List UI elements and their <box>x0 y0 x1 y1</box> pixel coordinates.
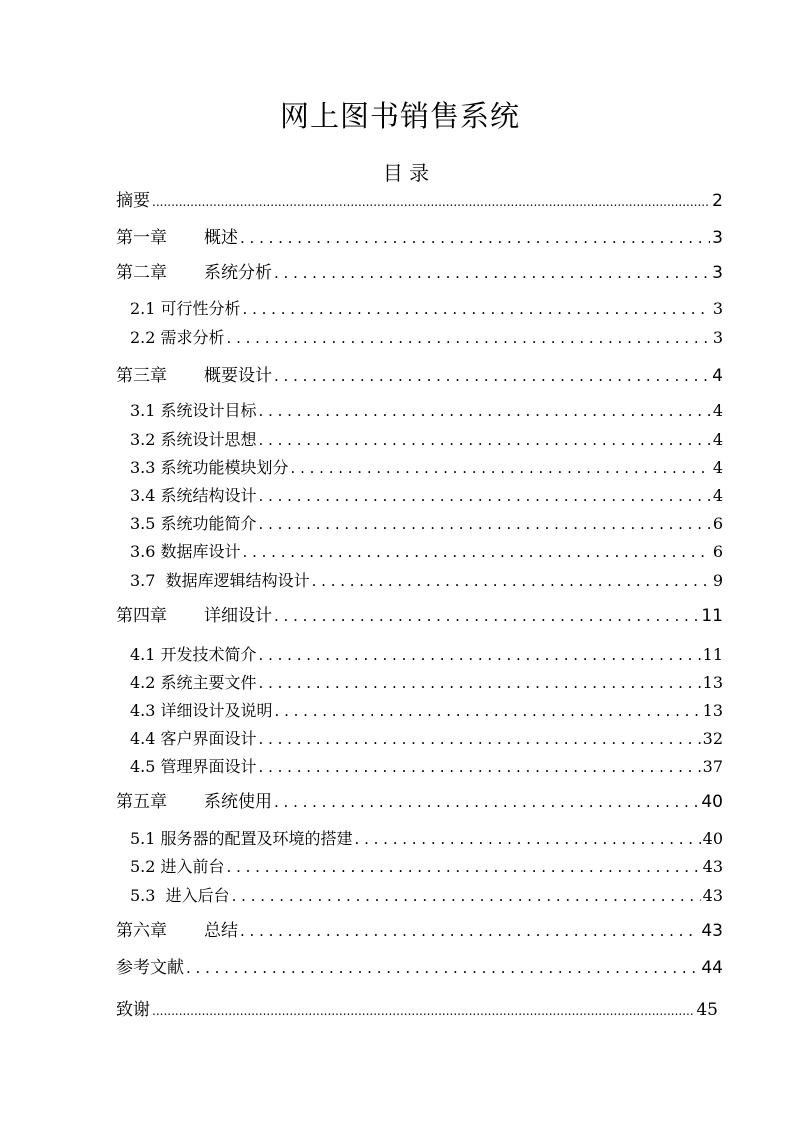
toc-entry-section-4-2[interactable] <box>130 671 723 695</box>
toc-entry-label: 3.2 系统设计思想 <box>130 430 257 449</box>
toc-dot-leader <box>259 484 711 508</box>
toc-dot-leader <box>227 326 711 350</box>
toc-entry-chapter-number: 第四章 <box>116 606 167 626</box>
toc-entry-section-3-6[interactable] <box>130 540 723 564</box>
toc-dot-leader <box>291 456 711 480</box>
toc-entry-label: 系统分析 <box>204 263 272 283</box>
toc-entry-label: 5.3 进入后台 <box>130 886 230 905</box>
toc-dot-leader <box>274 261 710 285</box>
toc-entry-section-4-3[interactable] <box>130 699 723 723</box>
toc-entry-page: 6 <box>712 514 723 533</box>
toc-dot-leader <box>259 727 701 751</box>
toc-entry-page: 9 <box>712 571 723 590</box>
toc-entry-section-2-1[interactable] <box>130 297 723 321</box>
toc-entry-page: 4 <box>712 458 723 477</box>
toc-dot-leader <box>227 855 701 879</box>
toc-entry-page: 45 <box>696 1000 718 1020</box>
toc-entry-abstract[interactable] <box>116 189 723 214</box>
toc-entry-section-3-3[interactable] <box>130 456 723 480</box>
toc-entry-section-5-1[interactable] <box>130 827 723 851</box>
toc-entry-label: 概要设计 <box>204 366 272 386</box>
toc-entry-page: 43 <box>702 857 723 876</box>
toc-entry-page: 44 <box>701 958 723 978</box>
toc-entry-chapter-6[interactable] <box>116 919 723 943</box>
toc-dot-leader <box>312 569 711 593</box>
toc-entry-label: 2.2 需求分析 <box>130 328 225 347</box>
toc-entry-section-2-2[interactable] <box>130 326 723 350</box>
toc-dot-leader <box>274 790 699 814</box>
toc-entry-page: 4 <box>712 486 723 505</box>
toc-entry-label: 致谢 <box>116 1000 150 1020</box>
toc-entry-acknowledgements[interactable] <box>116 998 718 1023</box>
toc-entry-page: 13 <box>702 701 723 720</box>
toc-entry-chapter-3[interactable] <box>116 364 723 388</box>
toc-entry-section-3-4[interactable] <box>130 484 723 508</box>
toc-entry-label: 4.4 客户界面设计 <box>130 729 257 748</box>
toc-entry-section-3-1[interactable] <box>130 399 723 423</box>
toc-entry-label: 2.1 可行性分析 <box>130 299 241 318</box>
toc-entry-page: 2 <box>712 191 723 211</box>
toc-entry-chapter-number: 第二章 <box>116 263 167 283</box>
toc-entry-page: 3 <box>712 328 723 347</box>
toc-entry-label: 4.3 详细设计及说明 <box>130 701 273 720</box>
toc-entry-chapter-number: 第五章 <box>116 792 167 812</box>
toc-entry-section-5-3[interactable] <box>130 884 723 908</box>
toc-entry-label: 5.1 服务器的配置及环境的搭建 <box>130 829 353 848</box>
toc-entry-chapter-5[interactable] <box>116 790 723 814</box>
toc-entry-page: 3 <box>712 299 723 318</box>
toc-entry-label: 总结 <box>204 921 238 941</box>
toc-entry-chapter-1[interactable] <box>116 226 723 250</box>
toc-entry-label: 系统使用 <box>204 792 272 812</box>
toc-entry-label: 4.5 管理界面设计 <box>130 757 257 776</box>
toc-entry-label: 4.2 系统主要文件 <box>130 673 257 692</box>
toc-entry-chapter-2[interactable] <box>116 261 723 285</box>
toc-entry-page: 11 <box>701 606 723 626</box>
toc-entry-section-4-1[interactable] <box>130 643 723 667</box>
toc-entry-page: 4 <box>712 401 723 420</box>
toc-dot-leader <box>355 827 701 851</box>
toc-entry-section-4-5[interactable] <box>130 755 723 779</box>
toc-entry-label: 详细设计 <box>204 606 272 626</box>
toc-dot-leader <box>240 226 710 250</box>
toc-dot-leader <box>259 671 701 695</box>
toc-entry-page: 4 <box>712 430 723 449</box>
toc-entry-page: 4 <box>712 366 723 386</box>
toc-entry-chapter-number: 第六章 <box>116 921 167 941</box>
toc-entry-section-3-7[interactable] <box>130 569 723 593</box>
toc-dot-leader <box>152 190 710 214</box>
toc-entry-chapter-number: 第三章 <box>116 366 167 386</box>
toc-entry-label: 3.4 系统结构设计 <box>130 486 257 505</box>
toc-entry-page: 40 <box>702 829 723 848</box>
toc-entry-label: 参考文献 <box>116 958 184 978</box>
toc-entry-page: 3 <box>712 263 723 283</box>
toc-heading: 目 录 <box>382 161 430 185</box>
toc-dot-leader <box>259 643 701 667</box>
toc-entry-references[interactable] <box>116 956 723 980</box>
toc-dot-leader <box>259 512 711 536</box>
toc-entry-label: 4.1 开发技术简介 <box>130 645 257 664</box>
toc-entry-chapter-number: 第一章 <box>116 228 167 248</box>
toc-entry-label: 3.7 数据库逻辑结构设计 <box>130 571 310 590</box>
toc-dot-leader <box>243 297 711 321</box>
toc-dot-leader <box>259 428 711 452</box>
toc-entry-page: 13 <box>702 673 723 692</box>
toc-dot-leader <box>259 755 701 779</box>
toc-entry-label: 3.1 系统设计目标 <box>130 401 257 420</box>
toc-entry-chapter-4[interactable] <box>116 604 723 628</box>
toc-entry-page: 43 <box>701 921 723 941</box>
toc-dot-leader <box>243 540 711 564</box>
toc-entry-label: 3.6 数据库设计 <box>130 542 241 561</box>
toc-dot-leader <box>240 919 699 943</box>
toc-entry-section-3-5[interactable] <box>130 512 723 536</box>
toc-dot-leader <box>152 999 694 1023</box>
toc-entry-section-3-2[interactable] <box>130 428 723 452</box>
toc-entry-page: 11 <box>702 645 723 664</box>
toc-entry-page: 32 <box>702 729 723 748</box>
toc-entry-section-5-2[interactable] <box>130 855 723 879</box>
toc-entry-page: 40 <box>701 792 723 812</box>
toc-dot-leader <box>259 399 711 423</box>
toc-entry-page: 37 <box>702 757 723 776</box>
toc-entry-page: 6 <box>712 542 723 561</box>
toc-dot-leader <box>186 956 699 980</box>
toc-entry-section-4-4[interactable] <box>130 727 723 751</box>
document-title: 网上图书销售系统 <box>279 99 520 133</box>
toc-entry-label: 3.5 系统功能简介 <box>130 514 257 533</box>
toc-entry-label: 5.2 进入前台 <box>130 857 225 876</box>
toc-entry-label: 3.3 系统功能模块划分 <box>130 458 289 477</box>
toc-entry-page: 43 <box>702 886 723 905</box>
toc-dot-leader <box>275 699 701 723</box>
toc-dot-leader <box>274 364 710 388</box>
toc-entry-label: 概述 <box>204 228 238 248</box>
toc-dot-leader <box>274 604 699 628</box>
toc-dot-leader <box>232 884 701 908</box>
toc-entry-page: 3 <box>712 228 723 248</box>
toc-entry-label: 摘要 <box>116 191 150 211</box>
